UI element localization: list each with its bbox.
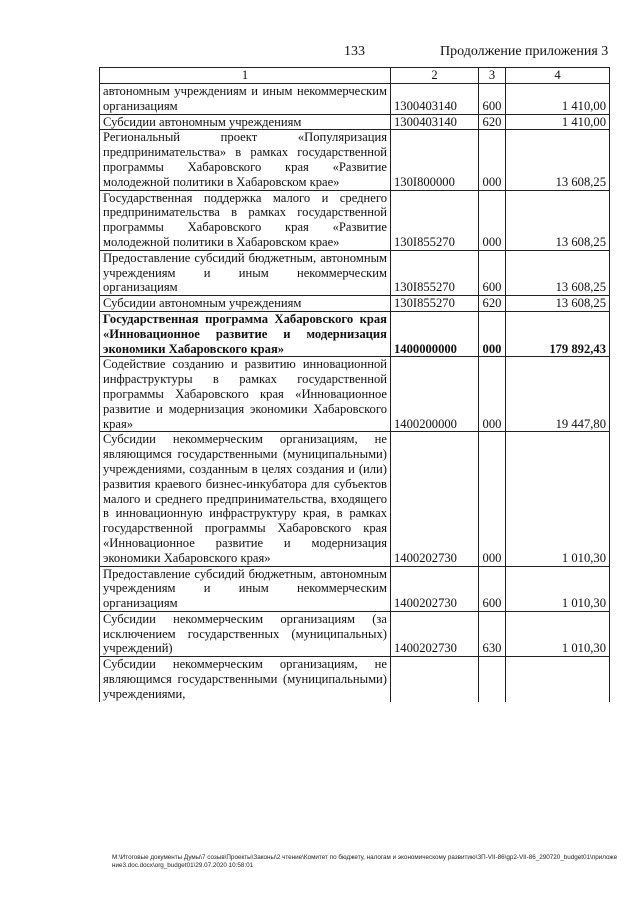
row-name: Субсидии некоммерческим организациям, не являющимся государственными (муниципальными) учреждениями, созданным в целях создания и (или) развития краевого бизнес-инкубатора для субъектов малого и среднего предпринимательства, входящего в инновационную инфраструктуру края, в рамках государственной программы Хабаровского края «Инновационное развитие и модернизация экономики Хабаровского края» [100, 432, 391, 566]
column-header-2: 2 [391, 68, 479, 84]
row-amount: 1 010,30 [506, 432, 610, 566]
table-row [100, 130, 610, 190]
row-expense-type: 620 [479, 296, 506, 312]
row-amount [506, 657, 610, 702]
row-code: 130I800000 [391, 130, 479, 190]
appendix-continuation-note: Продолжение приложения 3 [440, 44, 609, 59]
table-row [100, 566, 610, 611]
row-name: Государственная программа Хабаровского края «Инновационное развитие и модернизация экономики Хабаровского края» [100, 311, 391, 356]
row-expense-type: 600 [479, 250, 506, 295]
row-code: 1400202730 [391, 566, 479, 611]
column-header-1: 1 [100, 68, 391, 84]
row-amount: 1 410,00 [506, 84, 610, 115]
row-expense-type: 620 [479, 114, 506, 130]
document-file-path: M:\Итоговые документы Думы\7 созыв\Проекты\Законы\2 чтение\Комитет по бюджету, налогам и экономическому развитию\ЗП-VII-86\gp2-VII-86_290720_budget01\приложение3.doc.docx\org_budget01\29.07.2020 10:58:01 [112, 854, 618, 869]
row-expense-type: 000 [479, 130, 506, 190]
row-name: Региональный проект «Популяризация предпринимательства» в рамках государственной программы Хабаровского края «Развитие молодежной политики в Хабаровском крае» [100, 130, 391, 190]
table-header-row [100, 68, 610, 84]
row-name: Субсидии некоммерческим организациям, не являющимся государственными (муниципальными) учреждениями, [100, 657, 391, 702]
row-code: 1300403140 [391, 114, 479, 130]
row-amount: 13 608,25 [506, 250, 610, 295]
row-amount: 13 608,25 [506, 130, 610, 190]
table-row [100, 250, 610, 295]
row-name: Предоставление субсидий бюджетным, автономным учреждениям и иным некоммерческим организациям [100, 250, 391, 295]
table-row [100, 611, 610, 656]
table-row [100, 432, 610, 566]
row-name: Предоставление субсидий бюджетным, автономным учреждениям и иным некоммерческим организациям [100, 566, 391, 611]
row-expense-type: 600 [479, 566, 506, 611]
table-row-continued [100, 657, 610, 702]
row-name: Субсидии автономным учреждениям [100, 114, 391, 130]
row-amount: 13 608,25 [506, 296, 610, 312]
row-amount: 179 892,43 [506, 311, 610, 356]
row-code: 1400200000 [391, 357, 479, 432]
row-code: 130I855270 [391, 190, 479, 250]
row-expense-type [479, 657, 506, 702]
row-code: 130I855270 [391, 250, 479, 295]
budget-table [99, 67, 610, 702]
row-name: Субсидии автономным учреждениям [100, 296, 391, 312]
row-expense-type: 000 [479, 432, 506, 566]
row-amount: 1 010,30 [506, 611, 610, 656]
row-expense-type: 600 [479, 84, 506, 115]
row-amount: 1 410,00 [506, 114, 610, 130]
row-expense-type: 630 [479, 611, 506, 656]
table-row [100, 296, 610, 312]
table-row-program-total [100, 311, 610, 356]
column-header-3: 3 [479, 68, 506, 84]
table-row [100, 190, 610, 250]
table-row [100, 357, 610, 432]
row-expense-type: 000 [479, 357, 506, 432]
row-code: 1400202730 [391, 432, 479, 566]
row-name: автономным учреждениям и иным некоммерческим организациям [100, 84, 391, 115]
column-header-4: 4 [506, 68, 610, 84]
row-code: 1400202730 [391, 611, 479, 656]
row-code: 130I855270 [391, 296, 479, 312]
table-row [100, 84, 610, 115]
page-number: 133 [344, 44, 365, 59]
row-amount: 19 447,80 [506, 357, 610, 432]
row-amount: 1 010,30 [506, 566, 610, 611]
row-code [391, 657, 479, 702]
row-expense-type: 000 [479, 311, 506, 356]
row-code: 1300403140 [391, 84, 479, 115]
table-row [100, 114, 610, 130]
row-expense-type: 000 [479, 190, 506, 250]
row-name: Государственная поддержка малого и среднего предпринимательства в рамках государственной программы Хабаровского края «Развитие молодежной политики в Хабаровском крае» [100, 190, 391, 250]
row-name: Содействие созданию и развитию инновационной инфраструктуры в рамках государственной программы Хабаровского края «Инновационное развитие и модернизация экономики Хабаровского края» [100, 357, 391, 432]
row-amount: 13 608,25 [506, 190, 610, 250]
row-name: Субсидии некоммерческим организациям (за исключением государственных (муниципальных) учреждений) [100, 611, 391, 656]
row-code: 1400000000 [391, 311, 479, 356]
